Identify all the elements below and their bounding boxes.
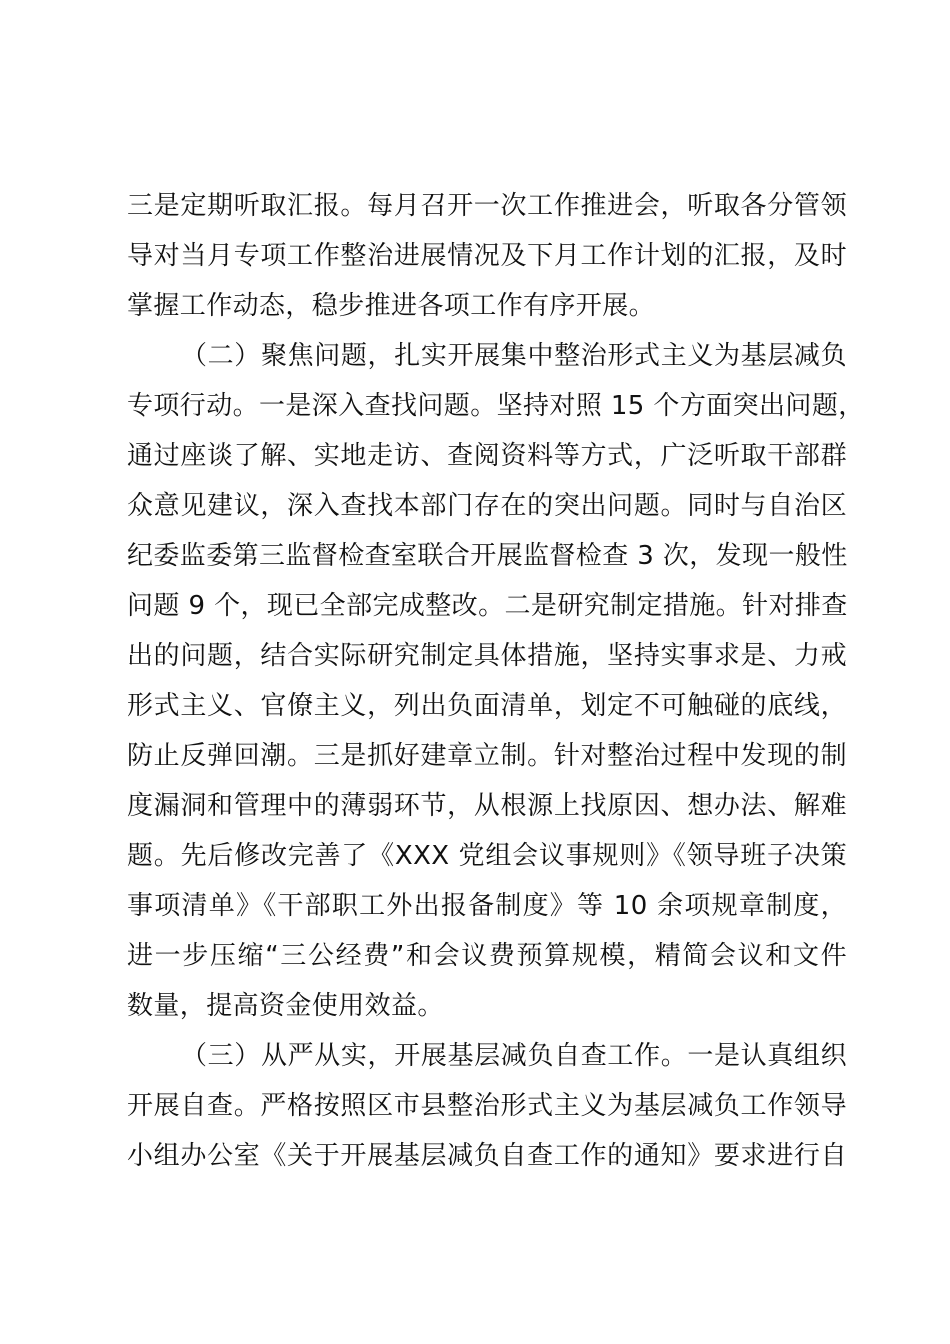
text-line: 三是定期听取汇报。每月召开一次工作推进会，听取各分管领: [127, 191, 847, 221]
text-line: 通过座谈了解、实地走访、查阅资料等方式，广泛听取干部群: [127, 441, 847, 471]
text-line: 事项清单》《干部职工外出报备制度》等 10 余项规章制度，: [127, 891, 847, 921]
text-line: 小组办公室《关于开展基层减负自查工作的通知》要求进行自: [127, 1141, 847, 1171]
text-line: 问题 9 个，现已全部完成整改。二是研究制定措施。针对排查: [127, 591, 848, 621]
body-text: [127, 181, 865, 1181]
text-line: 题。先后修改完善了《XXX 党组会议事规则》《领导班子决策: [127, 841, 847, 871]
text-line: 众意见建议，深入查找本部门存在的突出问题。同时与自治区: [127, 491, 847, 521]
text-line: 开展自查。严格按照区市县整治形式主义为基层减负工作领导: [127, 1091, 847, 1121]
text-line: 数量，提高资金使用效益。: [127, 991, 444, 1021]
text-line: 形式主义、官僚主义，列出负面清单，划定不可触碰的底线，: [127, 691, 847, 721]
text-line: 纪委监委第三监督检查室联合开展监督检查 3 次，发现一般性: [127, 541, 848, 571]
text-line: 专项行动。一是深入查找问题。坚持对照 15 个方面突出问题，: [127, 391, 865, 421]
text-line: 掌握工作动态，稳步推进各项工作有序开展。: [127, 291, 656, 321]
text-line: 导对当月专项工作整治进展情况及下月工作计划的汇报，及时: [127, 241, 847, 271]
section-heading-line: （三）从严从实，开展基层减负自查工作。一是认真组织: [181, 1041, 847, 1071]
section-heading-line: （二）聚焦问题，扎实开展集中整治形式主义为基层减负: [181, 341, 847, 371]
text-line: 度漏洞和管理中的薄弱环节，从根源上找原因、想办法、解难: [127, 791, 847, 821]
text-line: 防止反弹回潮。三是抓好建章立制。针对整治过程中发现的制: [127, 741, 847, 771]
text-line: 出的问题，结合实际研究制定具体措施，坚持实事求是、力戒: [127, 641, 847, 671]
text-line: 进一步压缩“三公经费”和会议费预算规模，精简会议和文件: [127, 941, 847, 971]
